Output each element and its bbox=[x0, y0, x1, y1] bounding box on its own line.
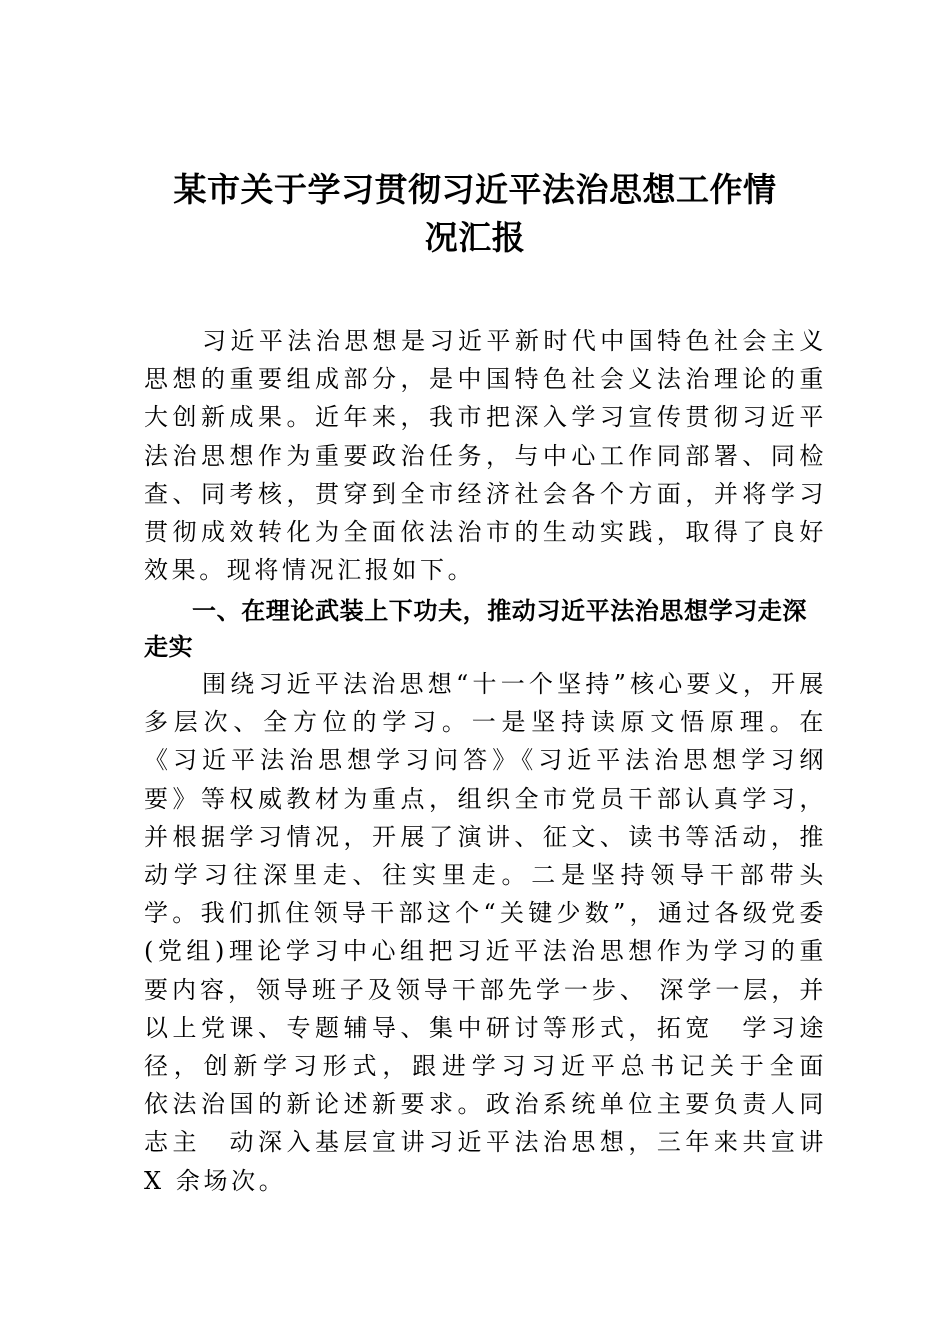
title-line-2: 况汇报 bbox=[424, 218, 526, 257]
title-line-1: 某市关于学习贯彻习近平法治思想工作情 bbox=[173, 170, 777, 209]
document-title bbox=[140, 166, 810, 262]
section-1-paragraph: 围绕习近平法治思想“十一个坚持”核心要义，开展多层次、全方位的学习。一是坚持读原文悟原理。在《习近平法治思想学习问答》《习近平法治思想学习纲要》等权威教材为重点，组织全市党员干部认真学习，并根据学习情况，开展了演讲、征文、读书等活动，推动学习往深里走、往实里走。二是坚持领导干部带头学。我们抓住领导干部这个“关键少数”，通过各级党委(党组)理论学习中心组把习近平法治思想作为学习的重要内容，领导班子及领导干部先学一步、 深学一层，并以上党课、专题辅导、集中研讨等形式，拓宽 学习途径，创新学习形式，跟进学习习近平总书记关于全面 依法治国的新论述新要求。政治系统单位主要负责人同志主 动深入基层宣讲习近平法治思想，三年来共宣讲 X 余场次。 bbox=[144, 670, 855, 1195]
intro-paragraph: 习近平法治思想是习近平新时代中国特色社会主义思想的重要组成部分，是中国特色社会义法治理论的重大创新成果。近年来，我市把深入学习宣传贯彻习近平法治思想作为重要政治任务，与中心工作同部署、同检查、同考核，贯穿到全市经济社会各个方面，并将学习贯彻成效转化为全面依法治市的生动实践，取得了良好效果。现将情况汇报如下。 bbox=[144, 327, 827, 585]
section-1-heading: 一、在理论武装上下功夫，推动习近平法治思想学习走深走实 bbox=[144, 597, 807, 661]
